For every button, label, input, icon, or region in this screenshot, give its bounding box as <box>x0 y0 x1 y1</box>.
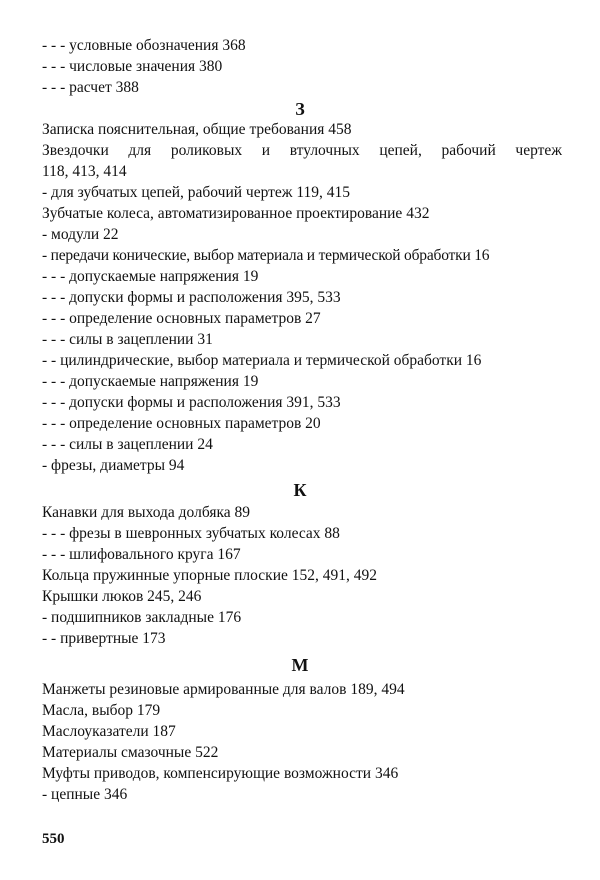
index-entry: - - - допуски формы и расположения 395, 533 <box>42 289 341 306</box>
index-entry: Зубчатые колеса, автоматизированное проектирование 432 <box>42 205 430 222</box>
index-entry: - - - условные обозначения 368 <box>42 37 246 54</box>
index-entry: - - - расчет 388 <box>42 79 139 96</box>
index-entry: - - - числовые значения 380 <box>42 58 223 75</box>
index-entry: Масла, выбор 179 <box>42 702 161 719</box>
index-entry: Крышки люков 245, 246 <box>42 588 202 605</box>
index-entry: Канавки для выхода долбяка 89 <box>42 504 251 521</box>
section-letter-z: З <box>295 99 305 119</box>
index-entry: - - - силы в зацеплении 31 <box>42 331 213 348</box>
page-number: 550 <box>42 831 65 847</box>
index-entry: - - - силы в зацеплении 24 <box>42 436 213 453</box>
index-entry: - - - допуски формы и расположения 391, 533 <box>42 394 341 411</box>
index-entry: - - привертные 173 <box>42 630 166 647</box>
index-entry: - модули 22 <box>42 226 119 243</box>
section-letter-m: М <box>291 655 309 675</box>
index-entry: 118, 413, 414 <box>42 163 127 180</box>
index-entry: Манжеты резиновые армированные для валов 189, 494 <box>42 681 405 698</box>
index-entry: - - - шлифовального круга 167 <box>42 546 241 563</box>
index-entry: - - - допускаемые напряжения 19 <box>42 268 259 285</box>
index-entry: - - - определение основных параметров 27 <box>42 310 321 327</box>
index-entry: Кольца пружинные упорные плоские 152, 491, 492 <box>42 567 377 584</box>
index-entry: - цепные 346 <box>42 786 128 803</box>
index-entry: Маслоуказатели 187 <box>42 723 176 740</box>
index-entry: Записка пояснительная, общие требования 458 <box>42 121 352 138</box>
section-letter-k: К <box>293 480 307 500</box>
index-entry: - для зубчатых цепей, рабочий чертеж 119, 415 <box>42 184 351 201</box>
index-entry: Материалы смазочные 522 <box>42 744 219 761</box>
index-entry: Муфты приводов, компенсирующие возможности 346 <box>42 765 399 782</box>
index-entry: - - - определение основных параметров 20 <box>42 415 321 432</box>
index-entry: - фрезы, диаметры 94 <box>42 457 185 474</box>
index-entry: - передачи конические, выбор материала и термической обработки 16 <box>42 247 490 264</box>
index-entry: - - - фрезы в шевронных зубчатых колесах 88 <box>42 525 340 542</box>
index-entry: Звездочки для роликовых и втулочных цепей, рабочий чертеж <box>42 142 562 159</box>
index-entry: - - цилиндрические, выбор материала и термической обработки 16 <box>42 352 482 369</box>
index-entry: - подшипников закладные 176 <box>42 609 242 626</box>
index-entry: - - - допускаемые напряжения 19 <box>42 373 259 390</box>
